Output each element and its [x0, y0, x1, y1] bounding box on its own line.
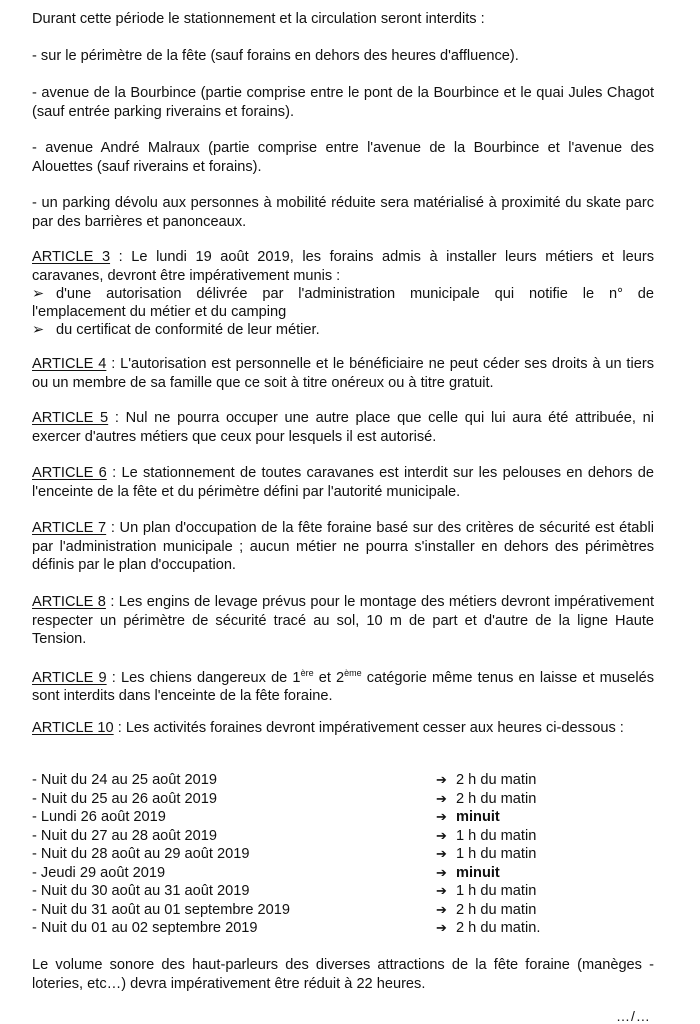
- article-6-text: : Le stationnement de toutes caravanes est interdit sur les pelouses en dehors de l'enceinte de la fête et du périmètre défini par l'autorité municipale.: [32, 465, 654, 500]
- schedule-time: 1 h du matin: [456, 827, 537, 844]
- schedule-date: - Nuit du 30 août au 31 août 2019: [32, 883, 250, 899]
- schedule-time: 2 h du matin: [456, 772, 537, 788]
- schedule-date: - Nuit du 25 au 26 août 2019: [32, 790, 217, 807]
- article-10: [32, 719, 654, 738]
- schedule-time: minuit: [456, 864, 500, 881]
- right-arrow-icon: ➔: [436, 883, 447, 898]
- article-4-text: : L'autorisation est personnelle et le bénéficiaire ne peut céder ses droits à un tiers ou un membre de sa famille que ce soit à titre onéreux ou à titre gratuit.: [32, 356, 654, 391]
- superscript: ère: [300, 668, 314, 678]
- intro-text: Durant cette période le stationnement et la circulation seront interdits :: [32, 11, 485, 27]
- schedule-row: [32, 919, 654, 938]
- bullet-text: du certificat de conformité de leur métier.: [56, 322, 320, 338]
- article-5-label: ARTICLE 5: [32, 410, 109, 426]
- article-3-bullet-1-cont: l'emplacement du métier et du camping: [32, 304, 287, 320]
- schedule-row: [32, 827, 654, 846]
- schedule-row: [32, 901, 654, 920]
- schedule-time: 2 h du matin: [456, 790, 537, 807]
- article-9-text: catégorie même tenus en laisse et muselés sont interdits dans l'enceinte de la fête foraine.: [32, 669, 654, 705]
- list-item: - avenue de la Bourbince (partie comprise entre le pont de la Bourbince et le quai Jules Chagot (sauf entrée parking riverains et forains).: [32, 85, 654, 120]
- article-9-text: et 2: [313, 669, 345, 686]
- schedule-time: minuit: [456, 809, 500, 825]
- article-10-label: ARTICLE 10: [32, 720, 114, 736]
- right-arrow-icon: ➔: [436, 901, 447, 917]
- article-9-text: : Les chiens dangereux de 1: [106, 669, 301, 686]
- bullet-arrow-icon: ➢: [32, 322, 45, 338]
- article-3-bullet-1: [32, 285, 654, 304]
- schedule-date: - Jeudi 29 août 2019: [32, 864, 166, 881]
- article-5-text: : Nul ne pourra occuper une autre place que celle qui lui aura été attribuée, ni exercer d'autres métiers que ceux pour lesquels il est autorisé.: [32, 410, 654, 445]
- schedule-row: [32, 771, 654, 790]
- schedule-time: 2 h du matin: [456, 901, 537, 918]
- article-5: [32, 409, 654, 446]
- right-arrow-icon: ➔: [436, 790, 447, 806]
- article-8-text: : Les engins de levage prévus pour le montage des métiers devront impérativement respecter un périmètre de sécurité tracé au sol, 10 m de part et d'autre de la ligne Haute Tension.: [32, 594, 655, 647]
- article-8-label: ARTICLE 8: [32, 594, 106, 610]
- list-item: - sur le périmètre de la fête (sauf forains en dehors des heures d'affluence).: [32, 48, 519, 64]
- schedule-time: 1 h du matin: [456, 883, 537, 899]
- article-6: [32, 464, 654, 501]
- article-3: [32, 248, 654, 285]
- schedule-time: 2 h du matin.: [456, 920, 541, 936]
- article-9: [32, 664, 654, 706]
- article-4-label: ARTICLE 4: [32, 356, 107, 372]
- schedule-date: - Nuit du 28 août au 29 août 2019: [32, 846, 250, 862]
- schedule-date: - Nuit du 01 au 02 septembre 2019: [32, 920, 258, 936]
- right-arrow-icon: ➔: [436, 846, 447, 861]
- superscript: ème: [344, 668, 362, 678]
- list-item: - un parking dévolu aux personnes à mobilité réduite sera matérialisé à proximité du skate parc par des barrières et panonceaux.: [32, 195, 654, 230]
- schedule-list: [32, 771, 654, 938]
- schedule-row: [32, 808, 654, 827]
- right-arrow-icon: ➔: [436, 772, 447, 787]
- article-3-text: : Le lundi 19 août 2019, les forains admis à installer leurs métiers et leurs caravanes, devront être impérativement munis :: [32, 249, 654, 284]
- article-7-text: : Un plan d'occupation de la fête foraine basé sur des critères de sécurité est établi par l'administration municipale ; aucun métier ne pourra s'installer en dehors des périmètres définis par le plan d'occupation.: [32, 520, 655, 573]
- right-arrow-icon: ➔: [436, 920, 447, 935]
- right-arrow-icon: ➔: [436, 809, 447, 824]
- right-arrow-icon: ➔: [436, 827, 447, 843]
- schedule-date: - Nuit du 27 au 28 août 2019: [32, 827, 217, 844]
- article-6-label: ARTICLE 6: [32, 465, 107, 481]
- list-item: - avenue André Malraux (partie comprise entre l'avenue de la Bourbince et l'avenue des Alouettes (sauf riverains et forains).: [32, 140, 654, 175]
- bullet-text: d'une autorisation délivrée par l'administration municipale qui notifie le n° de: [56, 286, 654, 302]
- schedule-date: - Nuit du 31 août au 01 septembre 2019: [32, 901, 290, 918]
- article-3-bullet-2: [32, 321, 654, 340]
- closing-text: Le volume sonore des haut-parleurs des diverses attractions de la fête foraine (manèges - loteries, etc…) devra impérativement être réduit à 22 heures.: [32, 957, 654, 992]
- schedule-row: [32, 882, 654, 901]
- article-7: [32, 519, 654, 575]
- right-arrow-icon: ➔: [436, 864, 447, 880]
- schedule-row: [32, 864, 654, 883]
- schedule-date: - Lundi 26 août 2019: [32, 809, 166, 825]
- schedule-row: [32, 845, 654, 864]
- bullet-arrow-icon: ➢: [32, 286, 45, 302]
- article-3-label: ARTICLE 3: [32, 249, 111, 265]
- schedule-row: [32, 790, 654, 809]
- article-10-text: : Les activités foraines devront impérativement cesser aux heures ci-dessous :: [113, 720, 624, 736]
- article-7-label: ARTICLE 7: [32, 520, 107, 536]
- article-8: [32, 593, 654, 649]
- article-9-label: ARTICLE 9: [32, 669, 107, 686]
- schedule-time: 1 h du matin: [456, 846, 537, 862]
- continuation-mark: …/…: [616, 1008, 651, 1024]
- article-4: [32, 355, 654, 392]
- schedule-date: - Nuit du 24 au 25 août 2019: [32, 772, 217, 788]
